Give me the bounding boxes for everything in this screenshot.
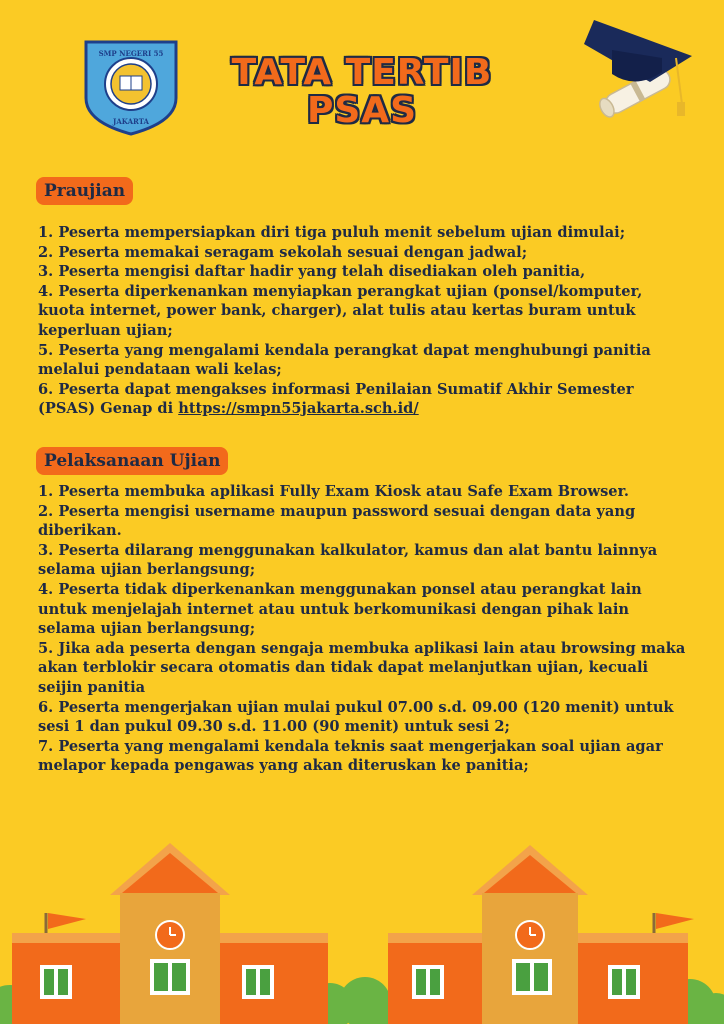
list-item: 4. Peserta tidak diperkenankan menggunakan ponsel atau perangkat lain untuk menjelajah internet atau untuk berkomunikasi dengan pihak lain selama ujian berlangsung;	[38, 580, 642, 638]
school-building-left	[12, 843, 328, 1024]
title-line-2: PSAS	[306, 90, 418, 131]
website-link[interactable]: https://smpn55jakarta.sch.id/	[178, 400, 419, 418]
list-item: 7. Peserta yang mengalami kendala teknis saat mengerjakan soal ujian agar melapor kepada pengawas yang akan diteruskan ke panitia;	[38, 737, 663, 775]
school-building-right	[388, 845, 688, 1024]
graduation-cap-icon	[576, 16, 696, 132]
praujian-heading: Praujian	[36, 177, 133, 205]
school-buildings-illustration	[0, 835, 724, 1024]
list-item: 1. Peserta membuka aplikasi Fully Exam Kiosk atau Safe Exam Browser.	[38, 483, 630, 500]
logo-bottom-text: JAKARTA	[113, 117, 149, 126]
list-item: 3. Peserta mengisi daftar hadir yang telah disediakan oleh panitia,	[38, 263, 586, 281]
list-item: 2. Peserta mengisi username maupun password sesuai dengan data yang diberikan.	[38, 502, 636, 540]
pelaksanaan-heading: Pelaksanaan Ujian	[36, 447, 228, 475]
list-item: 5. Jika ada peserta dengan sengaja membuka aplikasi lain atau browsing maka akan terblokir secara otomatis dan tidak dapat melanjutkan ujian, kecuali seijin panitia	[38, 639, 686, 696]
list-item: 5. Peserta yang mengalami kendala perangkat dapat menghubungi panitia melalui pendataan wali kelas;	[38, 341, 651, 379]
list-item-with-link	[38, 380, 688, 419]
title-line-1: TATA TERTIB	[231, 52, 493, 93]
list-item: 4. Peserta diperkenankan menyiapkan perangkat ujian (ponsel/komputer, kuota internet, power bank, charger), alat tulis atau kertas buram untuk keperluan ujian;	[38, 282, 643, 339]
list-item: 2. Peserta memakai seragam sekolah sesuai dengan jadwal;	[38, 243, 528, 261]
logo-top-text: SMP NEGERI 55	[98, 49, 164, 58]
list-item: 3. Peserta dilarang menggunakan kalkulator, kamus dan alat bantu lainnya selama ujian berlangsung;	[38, 541, 658, 579]
list-item: 6. Peserta mengerjakan ujian mulai pukul 07.00 s.d. 09.00 (120 menit) untuk sesi 1 dan pukul 09.30 s.d. 11.00 (90 menit) untuk sesi 2;	[38, 698, 674, 736]
praujian-list	[38, 223, 688, 419]
list-item: 1. Peserta mempersiapkan diri tiga puluh menit sebelum ujian dimulai;	[38, 224, 626, 241]
list-item-text: 6. Peserta dapat mengakses informasi Penilaian Sumatif Akhir Semester (PSAS) Genap di	[38, 380, 634, 418]
pelaksanaan-list	[38, 482, 688, 776]
